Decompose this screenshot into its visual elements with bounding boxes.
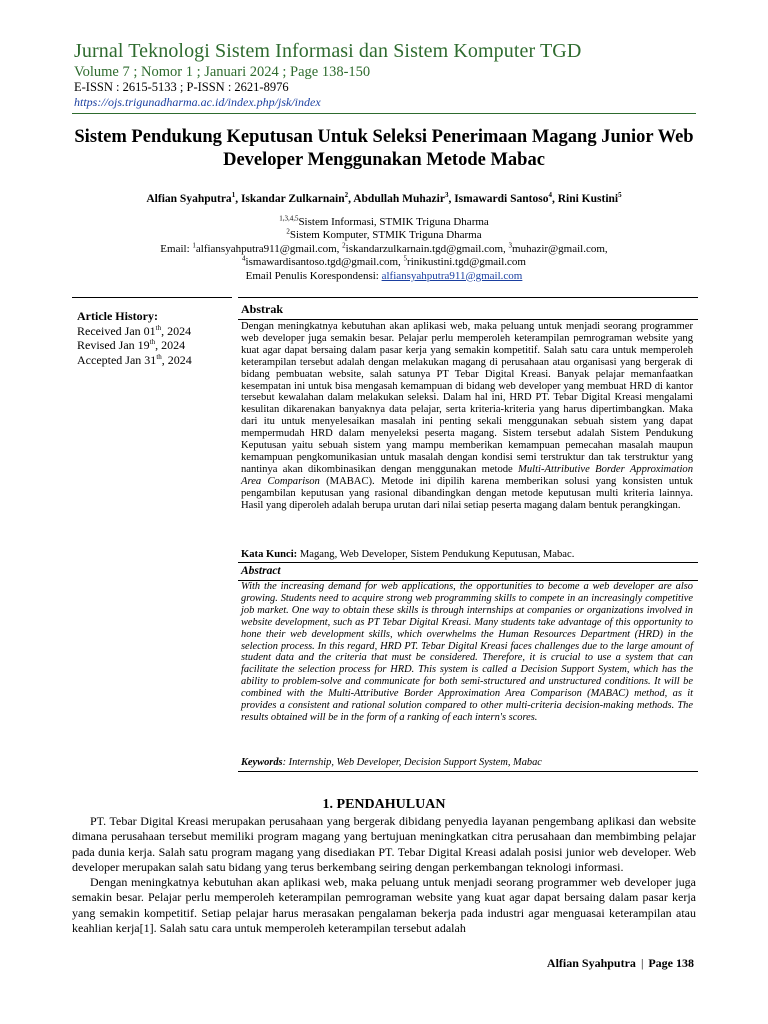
email-sup: 1 [192,241,196,250]
abstrak-method: Multi-Attributive Border Approximation Area Comparison [241,463,693,487]
abstrak-heading: Abstrak [241,302,284,316]
author-sep: , [551,193,558,205]
footer-author: Alfian Syahputra [546,956,636,970]
abstrak-body [241,321,693,512]
kata-kunci [241,549,693,560]
author-list [72,193,696,205]
abstrak-text-2: (MABAC). Metode ini dipilih karena memberikan solusi yang konsisten untuk pengambilan keputusan yang rasional dibandingkan dengan metode keputusan multi kriteria lainnya. Hasil yang diperoleh adalah berupa urutan dari nilai setiap peserta magang dalam bentuk perangkingan. [241,475,693,511]
email-sup: 3 [508,241,513,250]
email-line [72,256,696,269]
author-name: Rini Kustini [557,193,619,205]
footer-separator: | [640,956,644,970]
corresponding-email-line [72,270,696,283]
keywords [241,757,693,768]
affil-sup: 1,3,4,5 [279,214,299,223]
email-text: ismawardisantoso.tgd@gmail.com, [245,256,404,269]
header-divider [72,113,696,114]
accepted-year: , 2024 [161,352,192,367]
email-text: muhazir@gmail.com, [512,242,608,255]
abstract-top-divider [238,297,698,298]
received-text: Received Jan 01 [77,323,156,338]
email-text: iskandarzulkarnain.tgd@gmail.com, [345,242,509,255]
author-sup: 2 [344,191,349,200]
abstract-heading: Abstract [241,565,281,577]
section-body [72,814,696,936]
journal-url-link[interactable]: https://ojs.trigunadharma.ac.id/index.php/jsk/index [74,95,321,109]
footer-page-number: Page 138 [648,956,694,970]
keywords-label: Keywords [241,757,283,768]
keywords-text: : Internship, Web Developer, Decision Support System, Mabac [282,757,542,768]
author-name: Alfian Syahputra [146,193,232,205]
affiliations [72,216,696,283]
history-title: Article History: [77,309,158,323]
paragraph: Dengan meningkatnya kebutuhan akan aplikasi web, maka peluang untuk menjadi seorang programmer web developer juga semakin besar. Pelajar perlu memperoleh keterampilan pemrograman website yang kuat agar dapat bersaing dalam pasar kerja yang semakin kompetitif. Setiap pelajar harus merasakan pengalaman bekerja pada industri agar menguasai keterampilan atau keahlian kerja[1]. Salah satu cara untuk memperoleh keterampilan tersebut adalah [72,875,696,936]
section-heading: 1. PENDAHULUAN [322,797,446,812]
author-sep: , [235,193,241,205]
email-label: Email: [160,242,193,255]
history-received [77,324,237,339]
affil-text: Sistem Informasi, STMIK Triguna Dharma [298,216,489,228]
revised-year: , 2024 [155,338,186,352]
email-sup: 5 [403,254,408,263]
email-sup: 2 [342,241,346,250]
revised-sup: th [149,338,156,346]
email-text: alfiansyahputra911@gmail.com, [195,242,343,255]
abstrak-text: Dengan meningkatnya kebutuhan akan aplikasi web, maka peluang untuk menjadi seorang programmer web developer juga semakin besar. Pelajar perlu memperoleh keterampilan pemrograman website yang kuat agar dapat bersaing dalam pasar kerja yang semakin kompetitif. Salah satu cara untuk memperoleh keterampilan tersebut adalah dengan melakukan magang di perusahaan atau organisasi yang bergerak di bidang pembuatan website, salah satunya PT Tebar Digital Kreasi. Banyak pelajar memanfaatkan kesempatan ini untuk bisa mengasah kemampuan di bidang web developer yang membuat HRD di kantor tersebut kewalahan dalam melakukan seleksi. Dalam hal ini, HRD PT. Tebar Digital Kreasi mengalami kesulitan dikarenakan banyaknya data pelajar, serta kriteria-kriteria yang harus dipertimbangkan. Maka dari itu untuk menyelesaikan masalah ini penting sekali menggunakan sebuah sistem yang dapat mempermudah HRD dalam menyeleksi peserta magang. Sistem tersebut adalah Sistem Pendukung Keputusan yaitu sebuah sistem yang mampu memberikan kemampuan pemecahan masalah maupun kemampuan pengkomunikasian untuk masalah dengan kondisi semi terstruktur dan tak terstruktur yang nantinya akan dikombinasikan dengan menggunakan metode [241,321,693,475]
received-year: , 2024 [161,323,192,338]
abstract-bottom-divider [238,771,698,772]
kata-kunci-label: Kata Kunci: [241,549,298,560]
history-accepted [77,353,237,368]
revised-text: Revised Jan 19 [77,338,150,352]
corr-email-link[interactable]: alfiansyahputra911@gmail.com [381,269,523,282]
email-sup: 4 [242,254,246,263]
journal-title: Jurnal Teknologi Sistem Informasi dan Sistem Komputer TGD [74,40,582,62]
author-name: Ismawardi Santoso [454,193,549,205]
accepted-text: Accepted Jan 31 [77,352,157,367]
affil-sup: 2 [286,227,290,236]
email-line [72,243,696,256]
author-sep: , [448,193,455,205]
kata-kunci-text: Magang, Web Developer, Sistem Pendukung Keputusan, Mabac. [297,549,575,560]
article-history [77,309,237,367]
journal-volume: Volume 7 ; Nomor 1 ; Januari 2024 ; Page 138-150 [74,64,371,80]
affiliation-line [72,229,696,242]
affiliation-line [72,216,696,229]
affil-text: Sistem Komputer, STMIK Triguna Dharma [289,229,482,242]
author-sep: , [348,193,354,205]
accepted-sup: th [156,352,162,361]
page-footer [72,956,694,971]
author-name: Abdullah Muhazir [353,193,445,205]
journal-issn: E-ISSN : 2615-5133 ; P-ISSN : 2621-8976 [74,80,289,94]
author-sup: 5 [618,191,622,200]
paragraph: PT. Tebar Digital Kreasi merupakan perusahaan yang bergerak dibidang penyedia layanan pengembang aplikasi dan website dimana perusahaan tersebut memiliki program magang yang bertujuan meningkatkan citra perusahaan dan membimbing pelajar pada dunia kerja. Salah satu program magang yang disediakan PT. Tebar Digital Kreasi adalah posisi junior web developer. Web developer merupakan salah satu bidang yang terus berkembang seiring dengan perkembangan teknologi informasi. [72,814,696,874]
history-divider [72,297,232,298]
email-text: rinikustini.tgd@gmail.com [407,256,526,269]
paper-title: Sistem Pendukung Keputusan Untuk Seleksi Penerimaan Magang Junior Web Developer Menggunakan Metode Mabac [74,127,694,170]
author-sup: 3 [444,191,449,200]
author-sup: 1 [231,191,236,200]
corr-label: Email Penulis Korespondensi: [245,269,382,282]
abstrak-divider [238,319,698,320]
history-revised [77,338,237,353]
author-sup: 4 [548,191,552,200]
received-sup: th [155,323,162,332]
author-name: Iskandar Zulkarnain [240,193,345,205]
abstract-divider [238,562,698,563]
abstract-body: With the increasing demand for web applications, the opportunities to become a web developer are also growing. Students need to acquire strong web programming skills to compete in an increasingly competitive job market. One way to obtain these skills is through internships at companies or organizations involved in website development, such as PT Tebar Digital Kreasi. Many students take advantage of this opportunity to hone their web development skills, which overwhelms the Human Resources Department (HRD) in the selection process. In this regard, HRD PT. Tebar Digital Kreasi faces challenges due to the large amount of student data and the criteria that must be considered. Therefore, it is crucial to use a system that can facilitate the selection process for HRD. This system is called a Decision Support System, which has the ability to problem-solve and communicate for both semi-structured and unstructured conditions. It will be combined with the Multi-Attributive Border Approximation Area Comparison (MABAC) method, as it provides a consistent and rational solution compared to other multi-criteria decision-making methods. The results obtained will be in the form of a ranking of each intern's scores. [241,581,693,723]
